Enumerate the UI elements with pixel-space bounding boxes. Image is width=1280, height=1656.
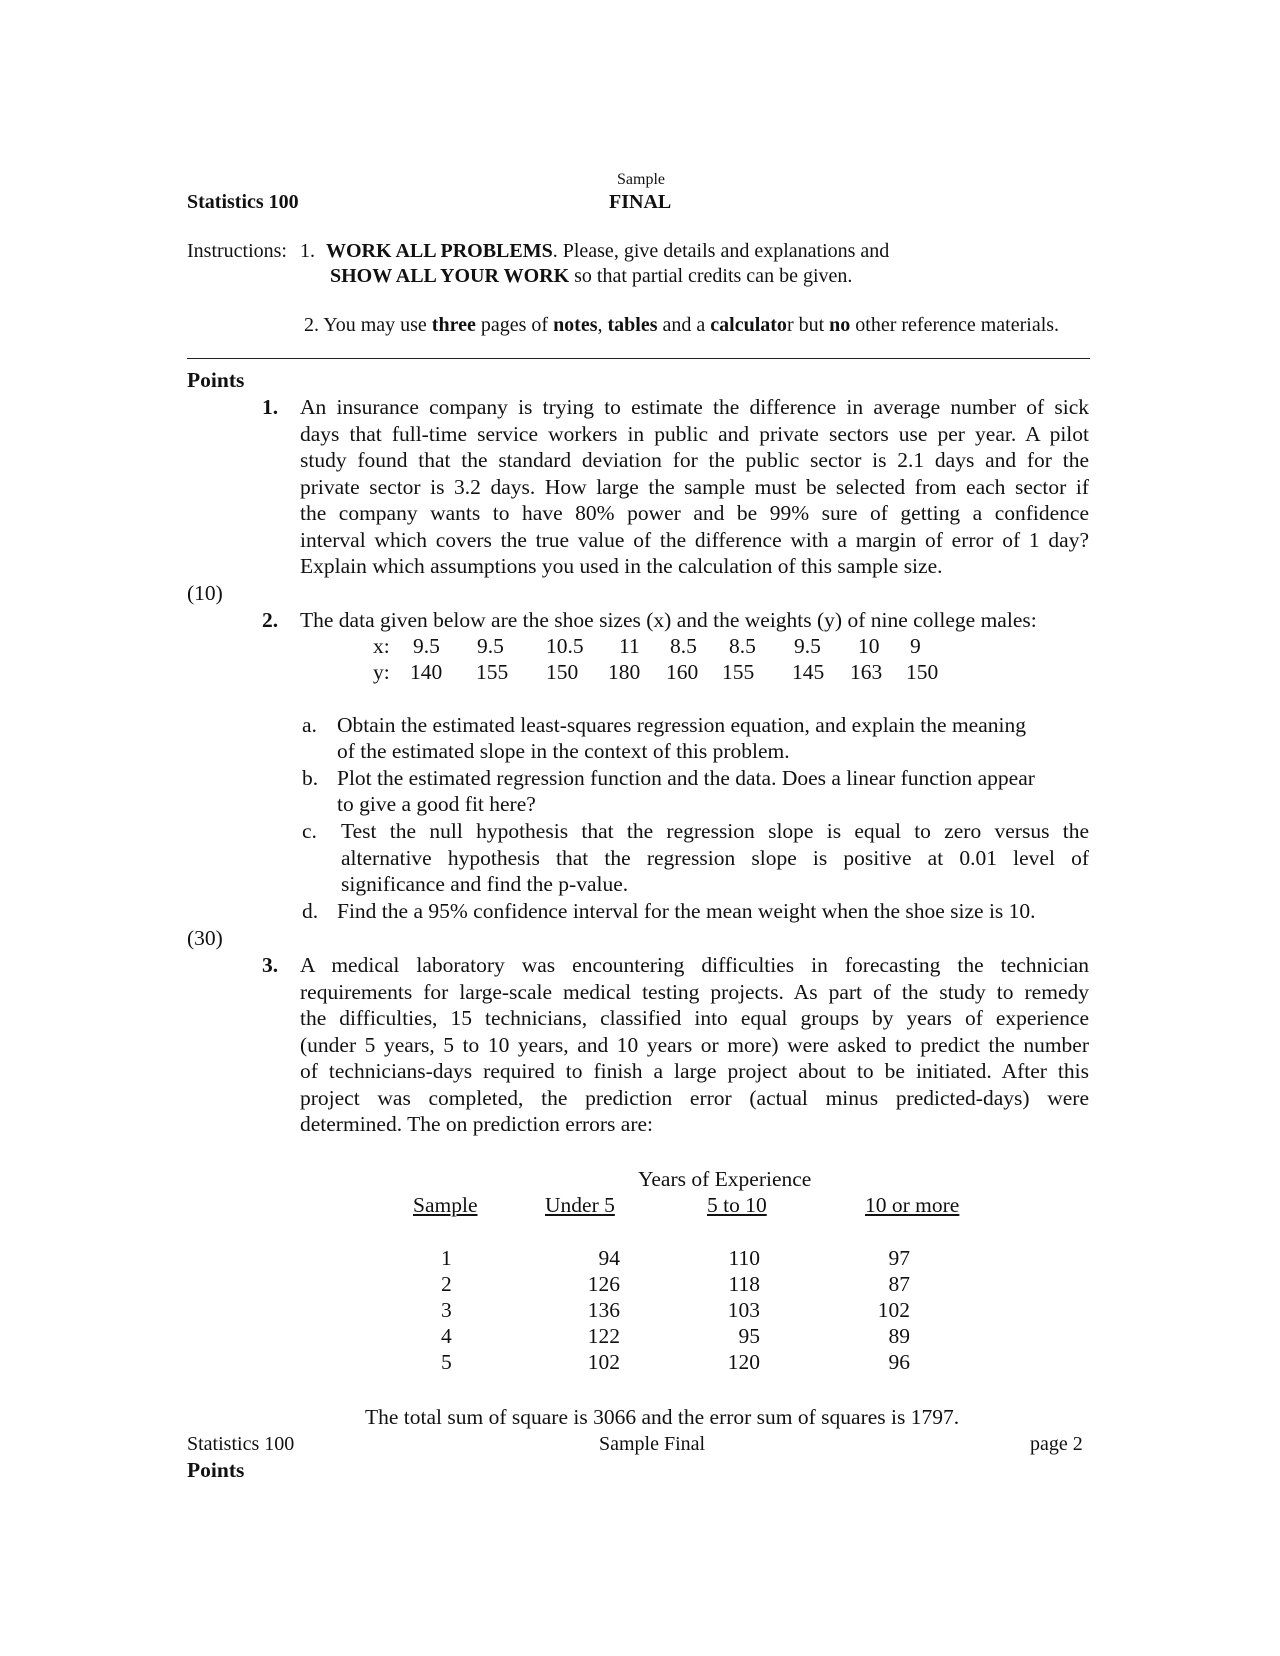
table-header-sample: Sample: [413, 1193, 478, 1217]
table-cell-10-or-more: 102: [877, 1298, 910, 1322]
q2-y-val: 150: [546, 660, 579, 684]
q2-intro: The data given below are the shoe sizes (x) and the weights (y) of nine college males:: [300, 608, 1037, 632]
q2-part-b-line: Plot the estimated regression function and the data. Does a linear function appear: [337, 766, 1035, 790]
table-row-sample: 3: [441, 1298, 452, 1322]
table-header-5-to-10: 5 to 10: [707, 1193, 767, 1217]
q2-part-a-line: of the estimated slope in the context of this problem.: [337, 739, 790, 763]
q2-x-val: 8.5: [670, 634, 697, 658]
table-row-sample: 1: [441, 1246, 452, 1270]
q3-line: project was completed, the prediction error (actual minus predicted-days) were: [300, 1085, 1089, 1110]
instruction-2-comma: ,: [597, 314, 603, 336]
q2-x-val: 10: [858, 634, 880, 658]
sample-label: Sample: [617, 171, 665, 188]
table-cell-10-or-more: 87: [888, 1272, 910, 1296]
table-row-sample: 4: [441, 1324, 452, 1348]
table-header-10-or-more: 10 or more: [865, 1193, 960, 1217]
table-cell-5-to-10: 120: [727, 1350, 760, 1374]
q2-x-val: 10.5: [546, 634, 584, 658]
footer-page-number: page 2: [1030, 1433, 1083, 1455]
instruction-1-bold-a: WORK ALL PROBLEMS: [326, 240, 553, 262]
q2-part-a-letter: a.: [302, 713, 317, 737]
table-group-header: Years of Experience: [638, 1167, 812, 1191]
q2-number: 2.: [262, 608, 279, 632]
q3-line: (under 5 years, 5 to 10 years, and 10 years or more) were asked to predict the number: [300, 1032, 1089, 1057]
q2-y-val: 163: [850, 660, 883, 684]
exam-title: FINAL: [609, 191, 672, 213]
instructions-label: Instructions:: [187, 240, 287, 262]
q1-line: days that full-time service workers in public and private sectors use per year. A pilot: [300, 421, 1089, 446]
table-cell-under-5: 94: [598, 1246, 620, 1270]
q2-part-c-text: [341, 819, 1089, 899]
q3-note: The total sum of square is 3066 and the error sum of squares is 1797.: [365, 1405, 960, 1429]
q2-y-val: 150: [906, 660, 939, 684]
q2-y-val: 155: [476, 660, 509, 684]
footer-course: Statistics 100: [187, 1433, 295, 1455]
instruction-2-text-i: r but: [786, 314, 825, 336]
q1-line: study found that the standard deviation for the public sector is 2.1 days and for the: [300, 448, 1089, 472]
table-cell-5-to-10: 103: [727, 1298, 760, 1322]
q1-number: 1.: [262, 395, 279, 419]
instruction-2-text-c: pages of: [480, 314, 549, 336]
table-cell-10-or-more: 89: [888, 1324, 910, 1348]
q3-line: A medical laboratory was encountering difficulties in forecasting the technician: [300, 953, 1089, 977]
q3-text: [300, 953, 1089, 1139]
course-title: Statistics 100: [187, 191, 299, 213]
instruction-2-text-a: 2. You may use: [304, 314, 427, 336]
q2-x-val: 9.5: [477, 634, 504, 658]
q2-y-val: 145: [792, 660, 825, 684]
table-cell-10-or-more: 96: [888, 1350, 910, 1374]
q3-line: the difficulties, 15 technicians, classified into equal groups by years of experience: [300, 1006, 1089, 1030]
q2-x-val: 11: [619, 634, 640, 658]
q1-line: interval which covers the true value of the difference with a margin of error of 1 day?: [300, 527, 1089, 552]
instruction-2: [304, 314, 1059, 337]
q2-y-val: 155: [722, 660, 755, 684]
table-row-sample: 2: [441, 1272, 452, 1296]
points-heading: Points: [187, 368, 245, 392]
q1-line: An insurance company is trying to estimate the difference in average number of sick: [300, 395, 1089, 419]
q2-x-val: 8.5: [729, 634, 756, 658]
q3-line: requirements for large-scale medical testing projects. As part of the study to remedy: [300, 979, 1089, 1004]
q3-number: 3.: [262, 953, 279, 977]
instruction-1-bold-b: SHOW ALL YOUR WORK: [330, 265, 570, 287]
table-cell-5-to-10: 110: [728, 1246, 760, 1270]
divider-line: [187, 358, 1090, 359]
q2-part-a-line: Obtain the estimated least-squares regression equation, and explain the meaning: [337, 713, 1026, 737]
q2-x-val: 9.5: [413, 634, 440, 658]
table-header-under-5: Under 5: [545, 1193, 615, 1217]
q2-part-c-line: significance and find the p-value.: [341, 872, 629, 896]
q2-y-val: 160: [666, 660, 699, 684]
q1-text: [300, 395, 1089, 581]
table-cell-5-to-10: 95: [738, 1324, 760, 1348]
q2-points: (30): [187, 926, 223, 950]
instruction-2-text-g: and a: [662, 314, 706, 336]
q2-part-c-line: alternative hypothesis that the regression slope is positive at 0.01 level of: [341, 845, 1089, 870]
table-cell-under-5: 126: [587, 1272, 620, 1296]
table-cell-10-or-more: 97: [888, 1246, 910, 1270]
instruction-2-bold-no: no: [829, 314, 851, 336]
instruction-2-text-k: other reference materials.: [855, 314, 1060, 336]
q1-line: Explain which assumptions you used in the calculation of this sample size.: [300, 554, 943, 578]
q1-line: the company wants to have 80% power and be 99% sure of getting a confidence: [300, 501, 1089, 525]
q2-y-val: 140: [410, 660, 443, 684]
instruction-1-text-a: . Please, give details and explanations and: [552, 240, 890, 262]
instruction-1-number: 1.: [300, 240, 315, 262]
instruction-2-bold-notes: notes: [553, 314, 598, 336]
instruction-2-bold-calculator: calculato: [710, 314, 787, 336]
q2-part-b-line: to give a good fit here?: [337, 792, 536, 816]
q2-y-label: y:: [373, 660, 390, 684]
q1-line: private sector is 3.2 days. How large the sample must be selected from each sector if: [300, 474, 1089, 499]
q2-part-b-letter: b.: [302, 766, 319, 790]
footer-title: Sample Final: [599, 1433, 706, 1455]
q2-part-c-line: Test the null hypothesis that the regression slope is equal to zero versus the: [341, 819, 1089, 843]
q2-x-val: 9.5: [794, 634, 821, 658]
q1-points: (10): [187, 581, 223, 605]
table-cell-under-5: 136: [587, 1298, 620, 1322]
q2-y-val: 180: [608, 660, 641, 684]
table-cell-under-5: 122: [587, 1324, 620, 1348]
instructions: [187, 240, 889, 263]
instruction-2-bold-three: three: [431, 314, 476, 336]
table-row-sample: 5: [441, 1350, 452, 1374]
footer-points-heading: Points: [187, 1458, 245, 1482]
instruction-2-bold-tables: tables: [607, 314, 658, 336]
instruction-1-line-2: [330, 265, 852, 288]
instruction-1-text-b: so that partial credits can be given.: [574, 265, 853, 287]
q3-line: determined. The on prediction errors are:: [300, 1112, 654, 1136]
q2-part-d-line: Find the a 95% confidence interval for the mean weight when the shoe size is 10.: [337, 899, 1036, 923]
q2-x-label: x:: [373, 634, 390, 658]
q2-part-d-letter: d.: [302, 899, 319, 923]
q2-x-val: 9: [910, 634, 921, 658]
q2-part-c-letter: c.: [302, 819, 317, 843]
table-cell-5-to-10: 118: [728, 1272, 760, 1296]
table-cell-under-5: 102: [587, 1350, 620, 1374]
q3-line: of technicians-days required to finish a large project about to be initiated. After this: [300, 1059, 1089, 1083]
